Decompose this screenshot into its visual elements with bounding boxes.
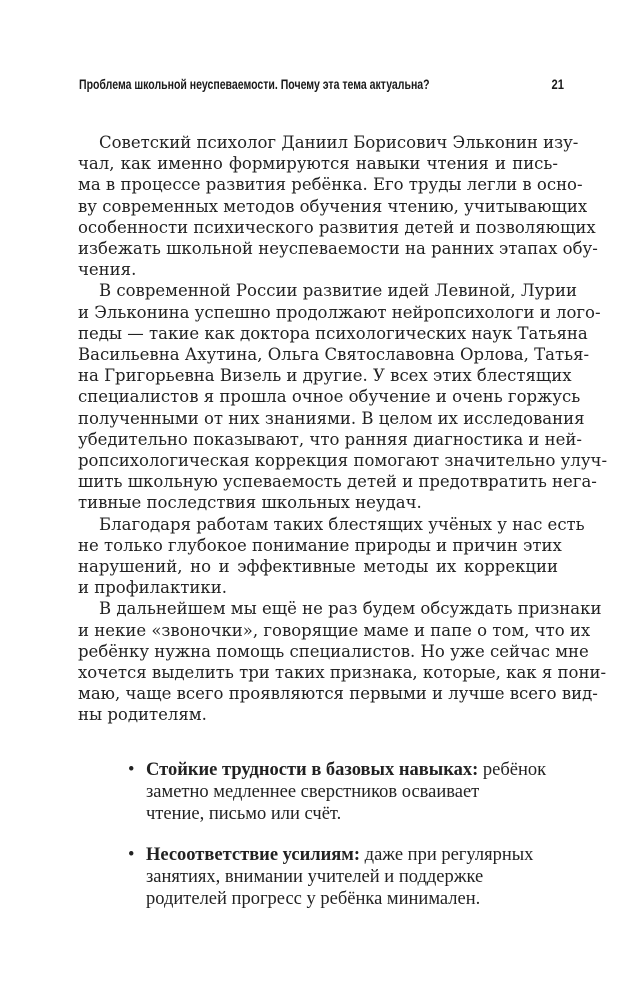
bullet-dot-icon: • xyxy=(128,760,135,780)
bullet-text-line: занятиях, внимании учителей и поддержке xyxy=(146,867,484,887)
bullet-text-line: родителей прогресс у ребёнка минимален. xyxy=(146,889,481,909)
text-line: чал, как именно формируются навыки чтения и пись- xyxy=(78,154,558,174)
body-text xyxy=(78,132,608,726)
text-line: не только глубокое понимание природы и причин этих xyxy=(78,535,562,555)
text-line: чения. xyxy=(78,260,137,280)
text-line: нарушений, но и эффективные методы их коррекции xyxy=(78,557,558,577)
text-line: особенности психического развития детей и позволяющих xyxy=(78,217,596,237)
bullet-text-line: даже при регулярных xyxy=(360,845,534,865)
text-line: ма в процессе развития ребёнка. Его труды легли в осно- xyxy=(78,175,583,195)
text-line: специалистов я прошла очное обучение и очень горжусь xyxy=(78,387,581,407)
bullet-item xyxy=(118,759,558,825)
text-line: и некие «звоночки», говорящие маме и папе о том, что их xyxy=(78,620,591,640)
text-line: ву современных методов обучения чтению, учитывающих xyxy=(78,196,588,216)
text-line: на Григорьевна Визель и другие. У всех этих блестящих xyxy=(78,366,572,386)
paragraph xyxy=(78,280,608,513)
text-line: и профилактики. xyxy=(78,578,227,598)
text-line: избежать школьной неуспеваемости на ранних этапах обу- xyxy=(78,239,598,259)
text-line: ребёнку нужна помощь специалистов. Но уже сейчас мне xyxy=(78,641,589,661)
bullet-text-line: ребёнок xyxy=(478,760,547,780)
text-line: Васильевна Ахутина, Ольга Святославовна Орлова, Татья- xyxy=(78,345,590,365)
text-line: В дальнейшем мы ещё не раз будем обсуждать признаки xyxy=(99,599,602,619)
bullet-dot-icon: • xyxy=(128,845,135,865)
text-line: убедительно показывают, что ранняя диагностика и ней- xyxy=(78,429,582,449)
text-line: ропсихологическая коррекция помогают значительно улуч- xyxy=(78,451,608,471)
bullet-heading: Стойкие трудности в базовых навыках: xyxy=(146,760,479,780)
bullet-text-line: заметно медленнее сверстников осваивает xyxy=(146,782,480,802)
bullet-text-line: чтение, письмо или счёт. xyxy=(146,804,342,824)
text-line: Благодаря работам таких блестящих учёных у нас есть xyxy=(99,514,585,534)
text-line: В современной России развитие идей Левиной, Лурии xyxy=(99,281,577,301)
paragraph xyxy=(78,132,598,280)
bullet-heading: Несоответствие усилиям: xyxy=(146,845,361,865)
text-line: хочется выделить три таких признака, которые, как я пони- xyxy=(78,663,607,683)
text-line: Советский психолог Даниил Борисович Эльконин изу- xyxy=(99,133,579,152)
text-line: педы — такие как доктора психологических наук Татьяна xyxy=(78,323,588,343)
text-line: маю, чаще всего проявляются первыми и лучше всего вид- xyxy=(78,684,598,704)
text-line: тивные последствия школьных неудач. xyxy=(78,493,422,513)
bullet-item xyxy=(118,844,558,910)
text-line: шить школьную успеваемость детей и предотвратить нега- xyxy=(78,472,597,492)
text-line: полученными от них знаниями. В целом их исследования xyxy=(78,408,585,428)
running-header: Проблема школьной неуспеваемости. Почему эта тема актуальна? xyxy=(79,77,430,92)
text-line: ны родителям. xyxy=(78,705,207,725)
paragraph xyxy=(78,514,585,599)
text-line: и Эльконина успешно продолжают нейропсихологи и лого- xyxy=(78,302,601,322)
page-number: 21 xyxy=(551,76,565,92)
paragraph xyxy=(78,598,607,725)
